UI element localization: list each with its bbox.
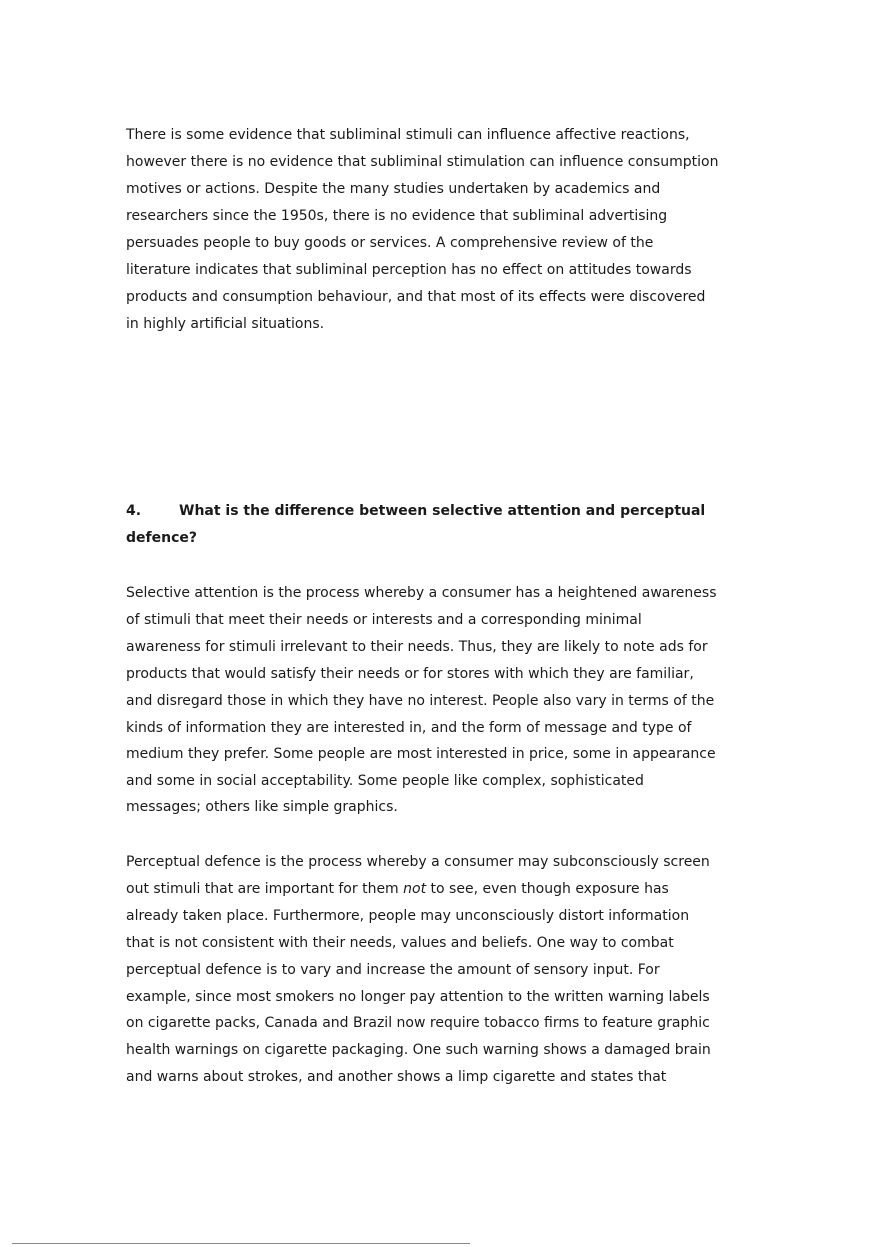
text-line: in highly artificial situations. xyxy=(126,316,325,332)
text-line: medium they prefer. Some people are most interested in price, some in appearance xyxy=(126,746,716,762)
heading-line: defence? xyxy=(126,530,197,546)
text-line: and warns about strokes, and another shows a limp cigarette and states that xyxy=(126,1069,667,1085)
text-line: and disregard those in which they have no interest. People also vary in terms of the xyxy=(126,693,715,709)
text-line xyxy=(126,880,669,898)
text-line: kinds of information they are interested in, and the form of message and type of xyxy=(126,720,692,736)
text-line: products and consumption behaviour, and that most of its effects were discovered xyxy=(126,289,706,305)
text-line: and some in social acceptability. Some people like complex, sophisticated xyxy=(126,773,644,789)
text-line: Perceptual defence is the process whereby a consumer may subconsciously screen xyxy=(126,854,710,870)
text-line: perceptual defence is to vary and increase the amount of sensory input. For xyxy=(126,962,660,978)
text-line: products that would satisfy their needs or for stores with which they are familiar, xyxy=(126,666,694,682)
text-line: messages; others like simple graphics. xyxy=(126,799,398,815)
text-line: however there is no evidence that subliminal stimulation can influence consumption xyxy=(126,154,719,170)
text-line: Selective attention is the process whereby a consumer has a heightened awareness xyxy=(126,585,717,601)
text-line: literature indicates that subliminal perception has no effect on attitudes towards xyxy=(126,262,692,278)
text-line: researchers since the 1950s, there is no evidence that subliminal advertising xyxy=(126,208,668,224)
text-line: on cigarette packs, Canada and Brazil now require tobacco firms to feature graphic xyxy=(126,1015,710,1031)
text-line: There is some evidence that subliminal stimuli can influence affective reactions, xyxy=(126,127,690,143)
text-line: persuades people to buy goods or services. A comprehensive review of the xyxy=(126,235,654,251)
heading-line: What is the difference between selective attention and perceptual xyxy=(179,503,706,519)
italic-emphasis: not xyxy=(403,881,427,897)
text-line: already taken place. Furthermore, people may unconsciously distort information xyxy=(126,908,690,924)
footer-divider xyxy=(12,1243,470,1244)
text-line: health warnings on cigarette packaging. One such warning shows a damaged brain xyxy=(126,1042,711,1058)
heading-number: 4. xyxy=(126,503,142,519)
text-segment: out stimuli that are important for them xyxy=(126,881,404,897)
text-segment: to see, even though exposure has xyxy=(426,881,669,897)
text-line: awareness for stimuli irrelevant to their needs. Thus, they are likely to note ads for xyxy=(126,639,708,655)
text-line: motives or actions. Despite the many studies undertaken by academics and xyxy=(126,181,661,197)
text-line: that is not consistent with their needs, values and beliefs. One way to combat xyxy=(126,935,674,951)
text-line: of stimuli that meet their needs or interests and a corresponding minimal xyxy=(126,612,642,628)
text-line: example, since most smokers no longer pay attention to the written warning labels xyxy=(126,989,710,1005)
